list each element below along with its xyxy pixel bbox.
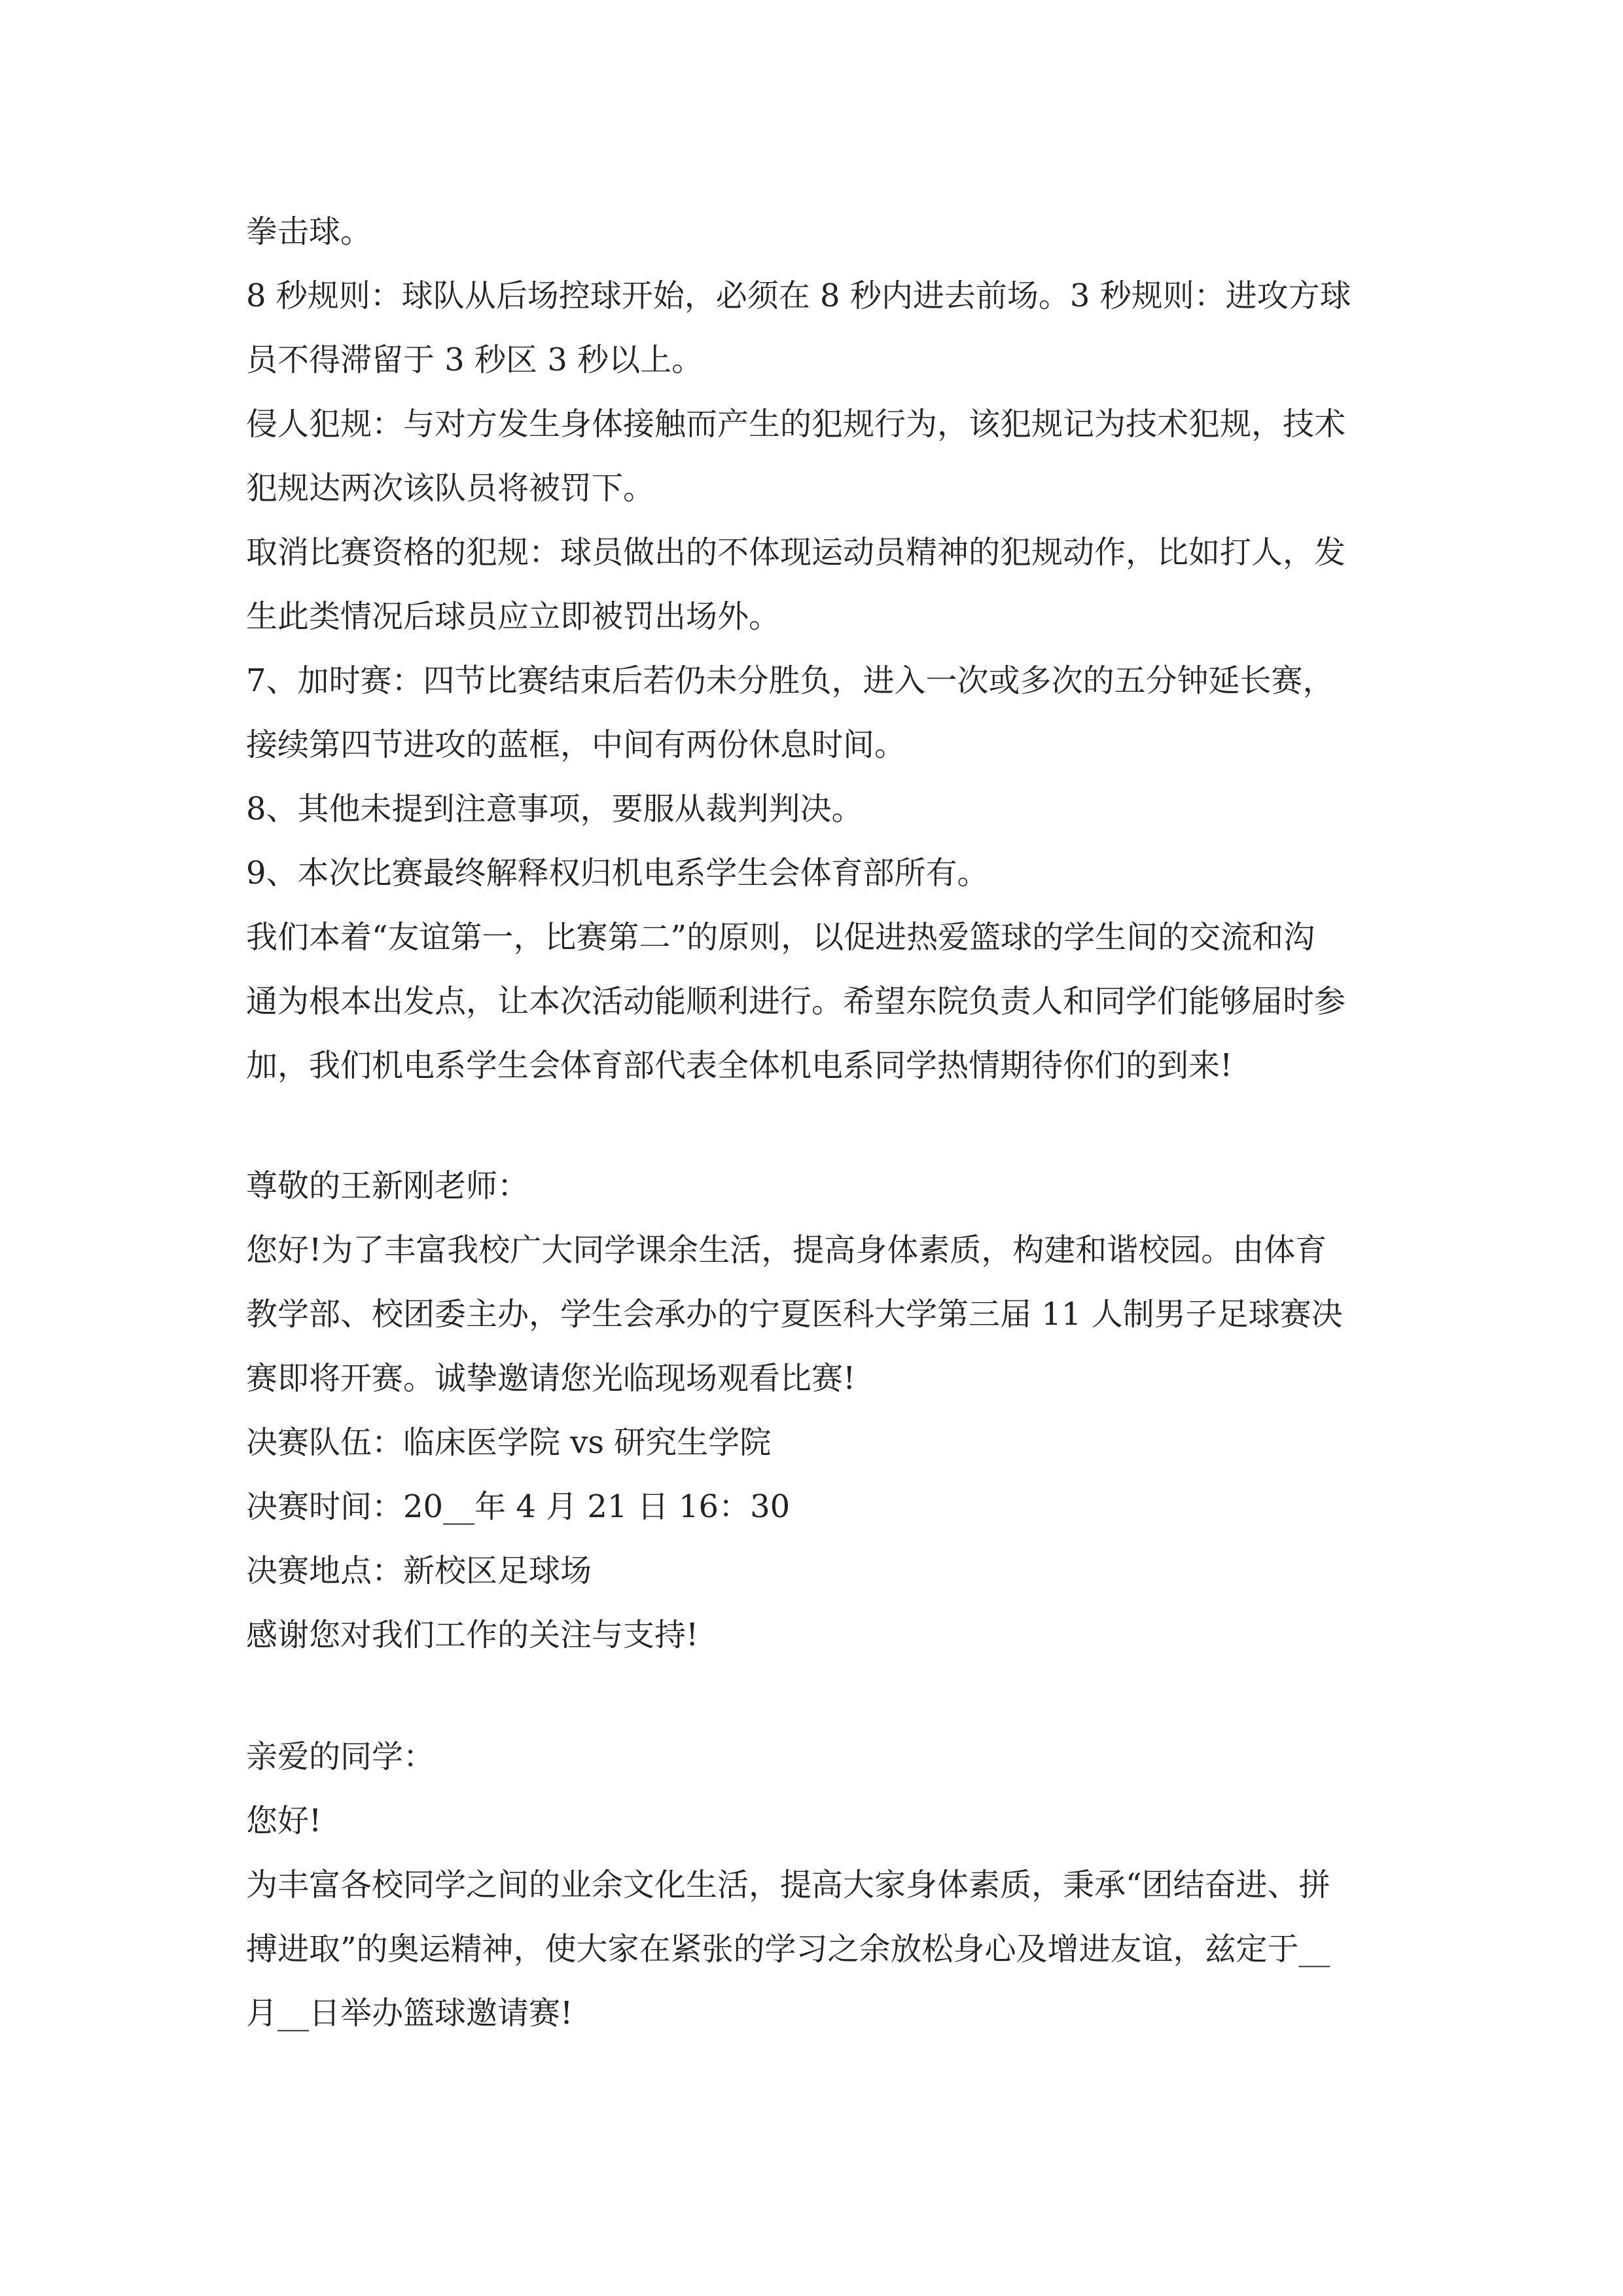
text-line: 决赛时间：20__年 4 月 21 日 16：30 [246,1488,791,1525]
text-line: 您好!为了丰富我校广大同学课余生活，提高身体素质，构建和谐校园。由体育 [246,1232,1327,1268]
text-line: 拳击球。 [246,213,372,250]
text-line: 员不得滞留于 3 秒区 3 秒以上。 [246,342,704,378]
text-line: 犯规达两次该队员将被罚下。 [246,470,655,507]
text-line: 搏进取”的奥运精神，使大家在紧张的学习之余放松身心及增进友谊，兹定于__ [246,1931,1330,1967]
text-line: 侵人犯规：与对方发生身体接触而产生的犯规行为，该犯规记为技术犯规，技术 [246,406,1346,442]
text-line: 通为根本出发点，让本次活动能顺利进行。希望东院负责人和同学们能够届时参 [246,983,1346,1020]
text-line: 取消比赛资格的犯规：球员做出的不体现运动员精神的犯规动作，比如打人，发 [246,534,1346,571]
text-line: 决赛队伍：临床医学院 vs 研究生学院 [246,1424,772,1461]
text-line: 您好! [246,1803,322,1839]
text-line: 9、本次比赛最终解释权归机电系学生会体育部所有。 [246,855,989,891]
text-line: 亲爱的同学： [246,1738,435,1775]
text-line: 赛即将开赛。诚挚邀请您光临现场观看比赛! [246,1360,856,1397]
text-line: 尊敬的王新刚老师： [246,1168,529,1204]
text-line: 为丰富各校同学之间的业余文化生活，提高大家身体素质，秉承“团结奋进、拼 [246,1867,1330,1903]
text-line: 8、其他未提到注意事项，要服从裁判判决。 [246,791,863,827]
text-line: 加，我们机电系学生会体育部代表全体机电系同学热情期待你们的到来! [246,1047,1233,1084]
text-line: 我们本着“友谊第一，比赛第二”的原则，以促进热爱篮球的学生间的交流和沟 [246,919,1315,956]
text-line: 教学部、校团委主办，学生会承办的宁夏医科大学第三届 11 人制男子足球赛决 [246,1296,1343,1333]
text-line: 感谢您对我们工作的关注与支持! [246,1617,699,1653]
text-line: 7、加时赛：四节比赛结束后若仍未分胜负，进入一次或多次的五分钟延长赛， [246,662,1334,699]
text-line: 接续第四节进攻的蓝框，中间有两份休息时间。 [246,726,906,763]
text-line: 决赛地点：新校区足球场 [246,1552,592,1589]
text-line: 生此类情况后球员应立即被罚出场外。 [246,598,781,635]
text-line: 8 秒规则：球队从后场控球开始，必须在 8 秒内进去前场。3 秒规则：进攻方球 [246,278,1351,314]
text-line: 月__日举办篮球邀请赛! [246,1995,573,2032]
